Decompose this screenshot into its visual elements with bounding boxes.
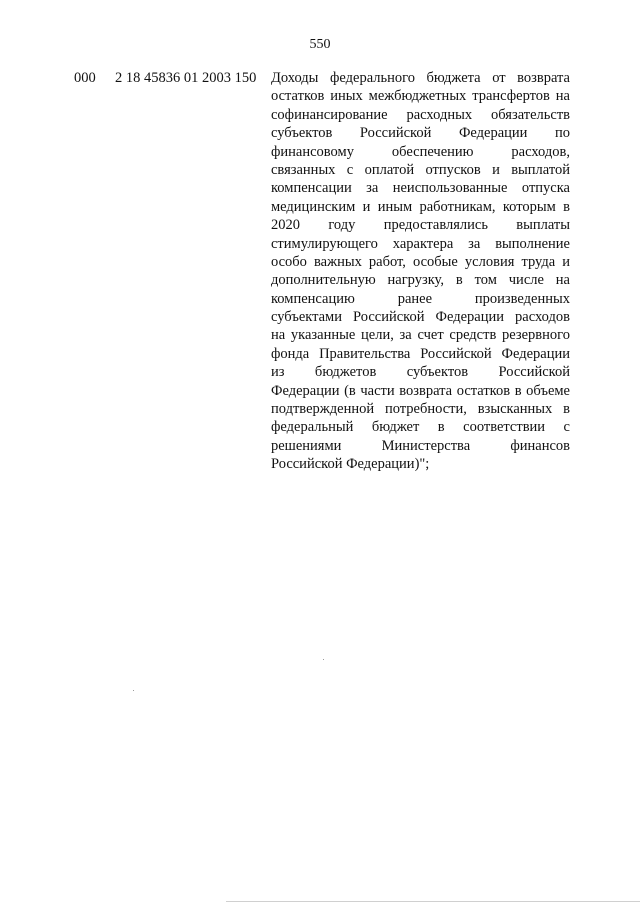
description-line: особо важных работ, особые условия труда и <box>271 253 570 270</box>
description-line: из бюджетов субъектов Российской <box>271 364 570 381</box>
page-number: 550 <box>309 37 331 52</box>
budget-classification-code: 2 18 45836 01 2003 150 <box>115 70 257 86</box>
description-line: фонда Правительства Российской Федерации <box>271 345 570 362</box>
description-line: компенсации за неиспользованные отпуска <box>271 180 570 197</box>
description-line: федеральный бюджет в соответствии с <box>271 419 570 436</box>
scan-edge-line <box>226 901 640 902</box>
description-line: субъектами Российской Федерации расходов <box>271 309 570 326</box>
income-description <box>271 69 570 474</box>
description-line: Российской Федерации)"; <box>271 456 430 473</box>
description-line: остатков иных межбюджетных трансфертов на <box>271 88 570 105</box>
administrator-code: 000 <box>74 70 96 86</box>
description-line: софинансирование расходных обязательств <box>271 106 570 123</box>
description-line: компенсацию ранее произведенных <box>271 290 570 307</box>
description-line: субъектов Российской Федерации по <box>271 125 570 142</box>
description-line: стимулирующего характера за выполнение <box>271 235 570 252</box>
description-line: решениями Министерства финансов <box>271 437 570 454</box>
description-line: Доходы федерального бюджета от возврата <box>271 70 570 86</box>
description-line: дополнительную нагрузку, в том числе на <box>271 272 570 289</box>
description-line: связанных с оплатой отпусков и выплатой <box>271 161 570 178</box>
scan-speck <box>323 659 324 660</box>
description-line: подтвержденной потребности, взысканных в <box>271 401 570 418</box>
description-line: 2020 году предоставлялись выплаты <box>271 217 570 234</box>
description-line: на указанные цели, за счет средств резервного <box>271 327 570 344</box>
scan-speck <box>133 690 134 691</box>
description-line: финансовому обеспечению расходов, <box>271 143 570 160</box>
description-line: Федерации (в части возврата остатков в объеме <box>271 382 570 399</box>
description-line: медицинским и иным работникам, которым в <box>271 198 570 215</box>
